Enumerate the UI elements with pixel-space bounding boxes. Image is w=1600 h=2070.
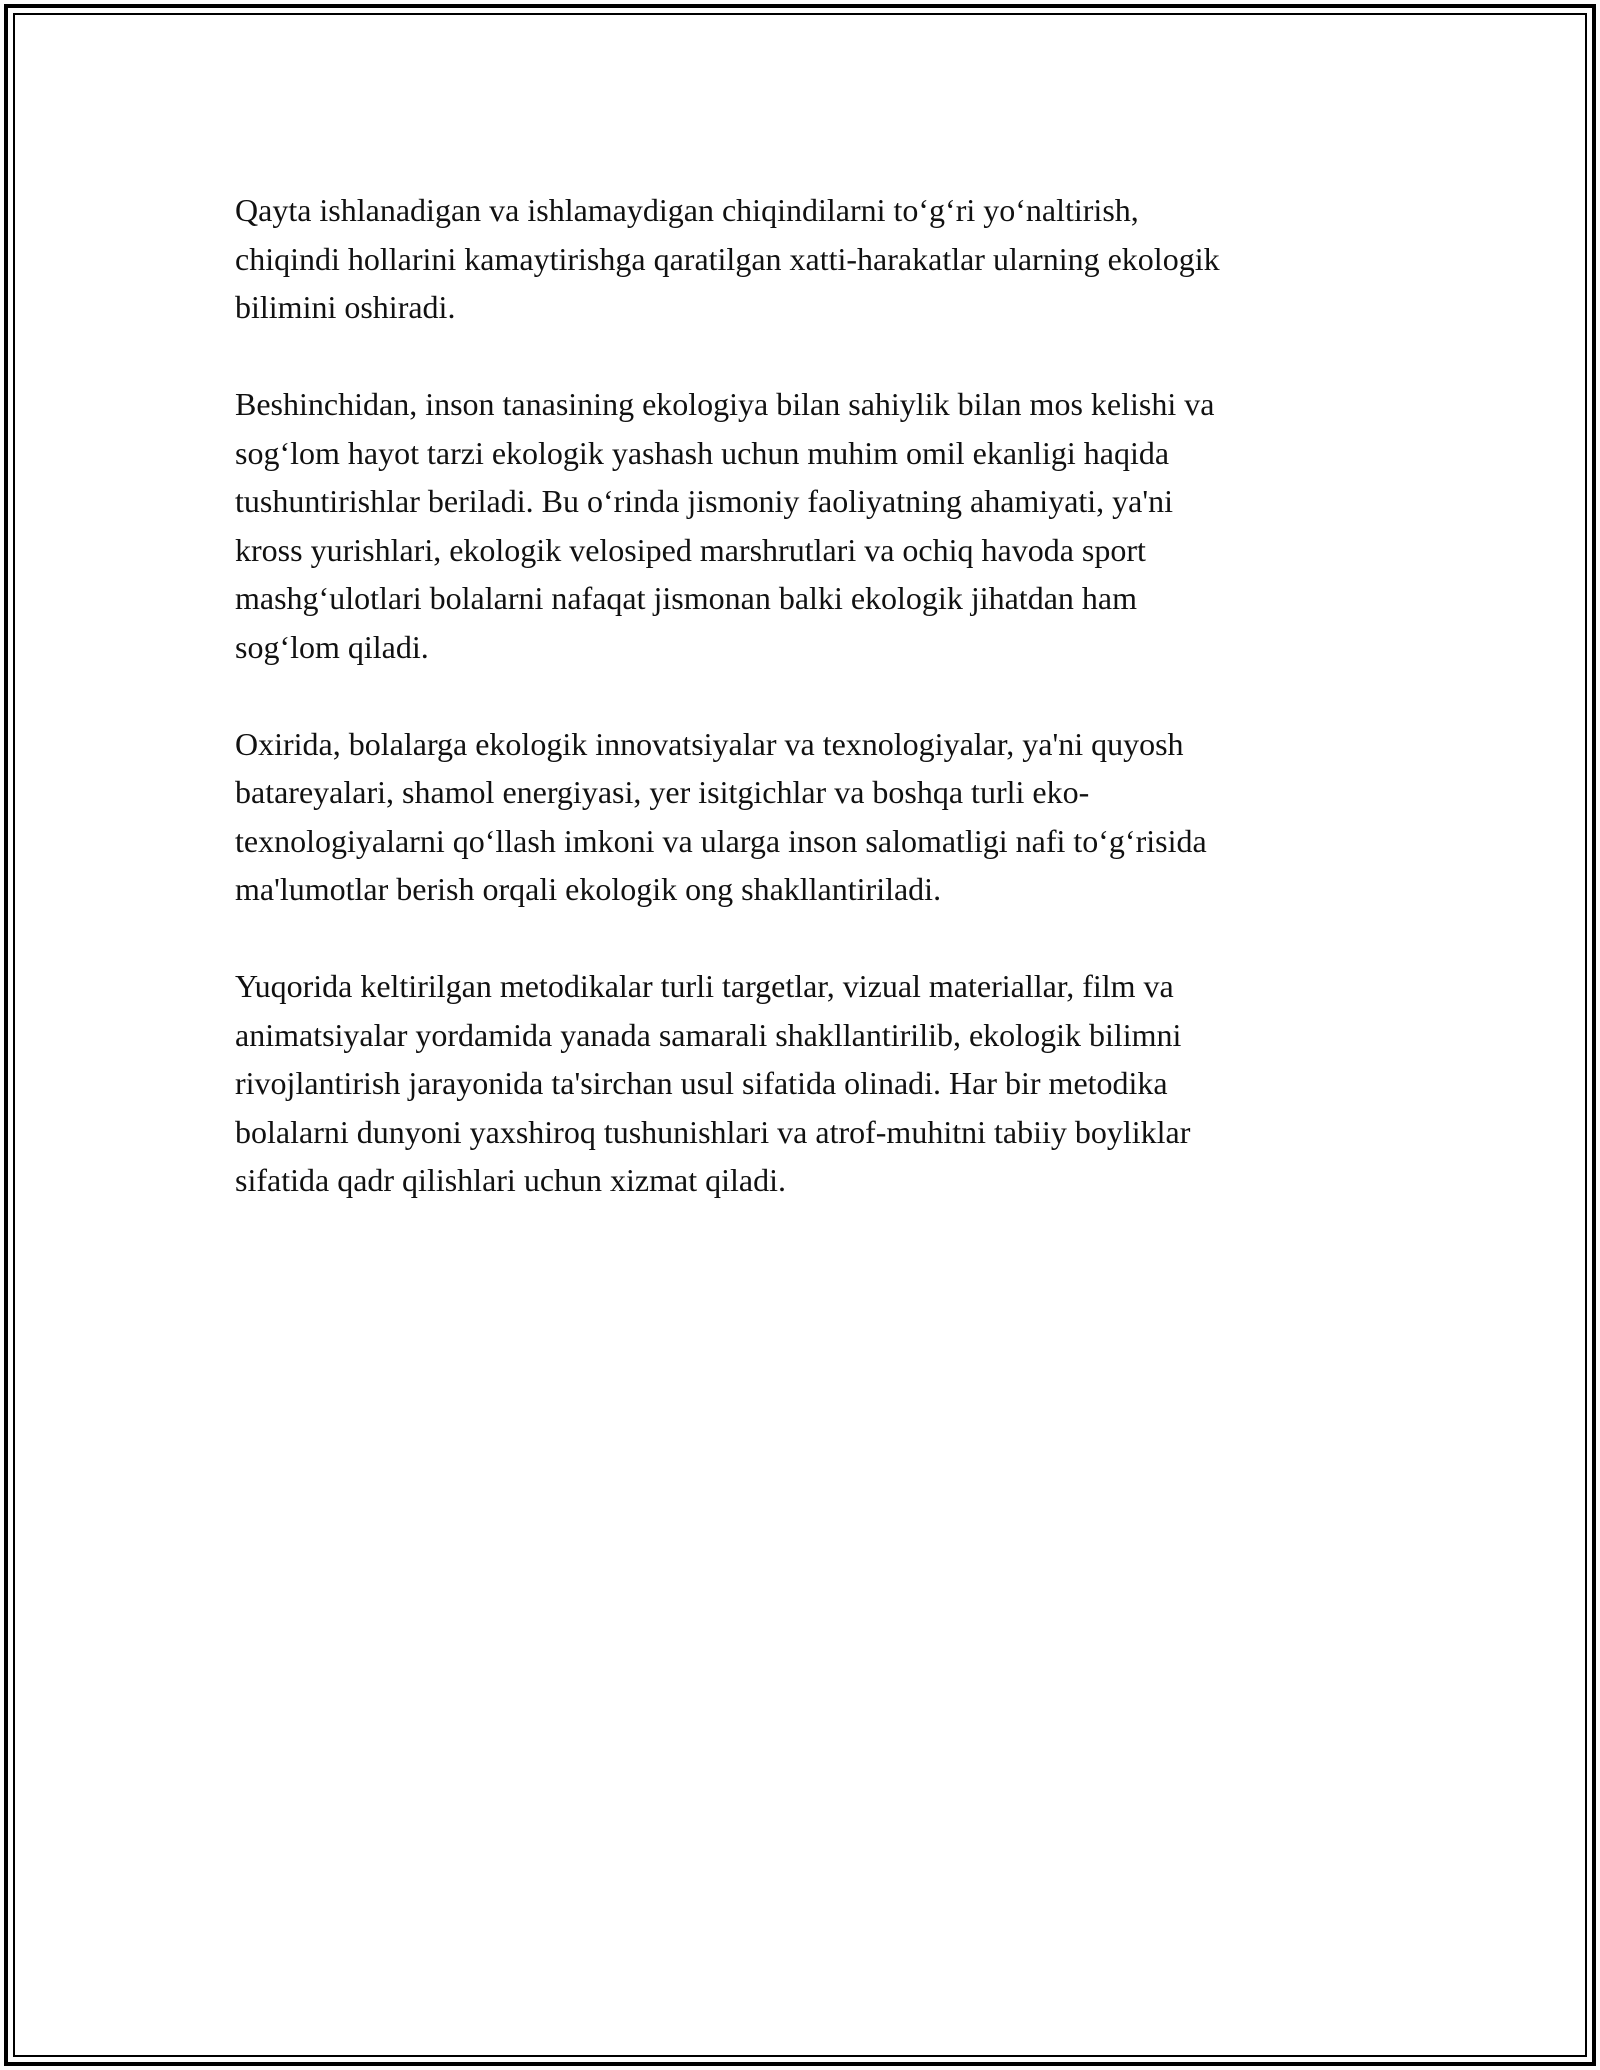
text-line: sog‘lom hayot tarzi ekologik yashash uchun muhim omil ekanligi haqida: [235, 434, 1170, 471]
text-line: bilimini oshiradi.: [235, 289, 456, 325]
text-line: tushuntirishlar beriladi. Bu o‘rinda jismoniy faoliyatning ahamiyati, ya'ni: [235, 483, 1174, 519]
paragraph-1: [235, 186, 1380, 332]
text-line: animatsiyalar yordamida yanada samarali shakllantirilib, ekologik bilimni: [235, 1016, 1182, 1053]
text-line: Beshinchidan, inson tanasining ekologiya bilan sahiylik bilan mos kelishi va: [235, 386, 1215, 422]
text-line: kross yurishlari, ekologik velosiped marshrutlari va ochiq havoda sport: [235, 531, 1146, 568]
text-line: texnologiyalarni qo‘llash imkoni va ularga inson salomatligi nafi to‘g‘risida: [235, 822, 1207, 859]
text-line: sog‘lom qiladi.: [235, 628, 429, 665]
text-line: batareyalari, shamol energiyasi, yer isitgichlar va boshqa turli eko-: [235, 774, 1090, 810]
text-line: Oxirida, bolalarga ekologik innovatsiyalar va texnologiyalar, ya'ni quyosh: [235, 725, 1184, 762]
text-line: ma'lumotlar berish orqali ekologik ong shakllantiriladi.: [235, 871, 942, 907]
text-line: rivojlantirish jarayonida ta'sirchan usul sifatida olinadi. Har bir metodika: [235, 1065, 1168, 1101]
text-line: mashg‘ulotlari bolalarni nafaqat jismonan balki ekologik jihatdan ham: [235, 580, 1137, 616]
text-line: bolalarni dunyoni yaxshiroq tushunishlari va atrof-muhitni tabiiy boyliklar: [235, 1113, 1191, 1150]
paragraph-4: [235, 962, 1380, 1205]
text-line: Qayta ishlanadigan va ishlamaydigan chiqindilarni to‘g‘ri yo‘naltirish,: [235, 192, 1139, 228]
paragraph-2: [235, 380, 1380, 671]
text-line: Yuqorida keltirilgan metodikalar turli targetlar, vizual materiallar, film va: [235, 968, 1174, 1004]
text-line: sifatida qadr qilishlari uchun xizmat qiladi.: [235, 1162, 786, 1198]
text-line: chiqindi hollarini kamaytirishga qaratilgan xatti-harakatlar ularning ekologik: [235, 240, 1220, 277]
paragraph-3: [235, 720, 1380, 914]
document-body: [235, 186, 1380, 1253]
